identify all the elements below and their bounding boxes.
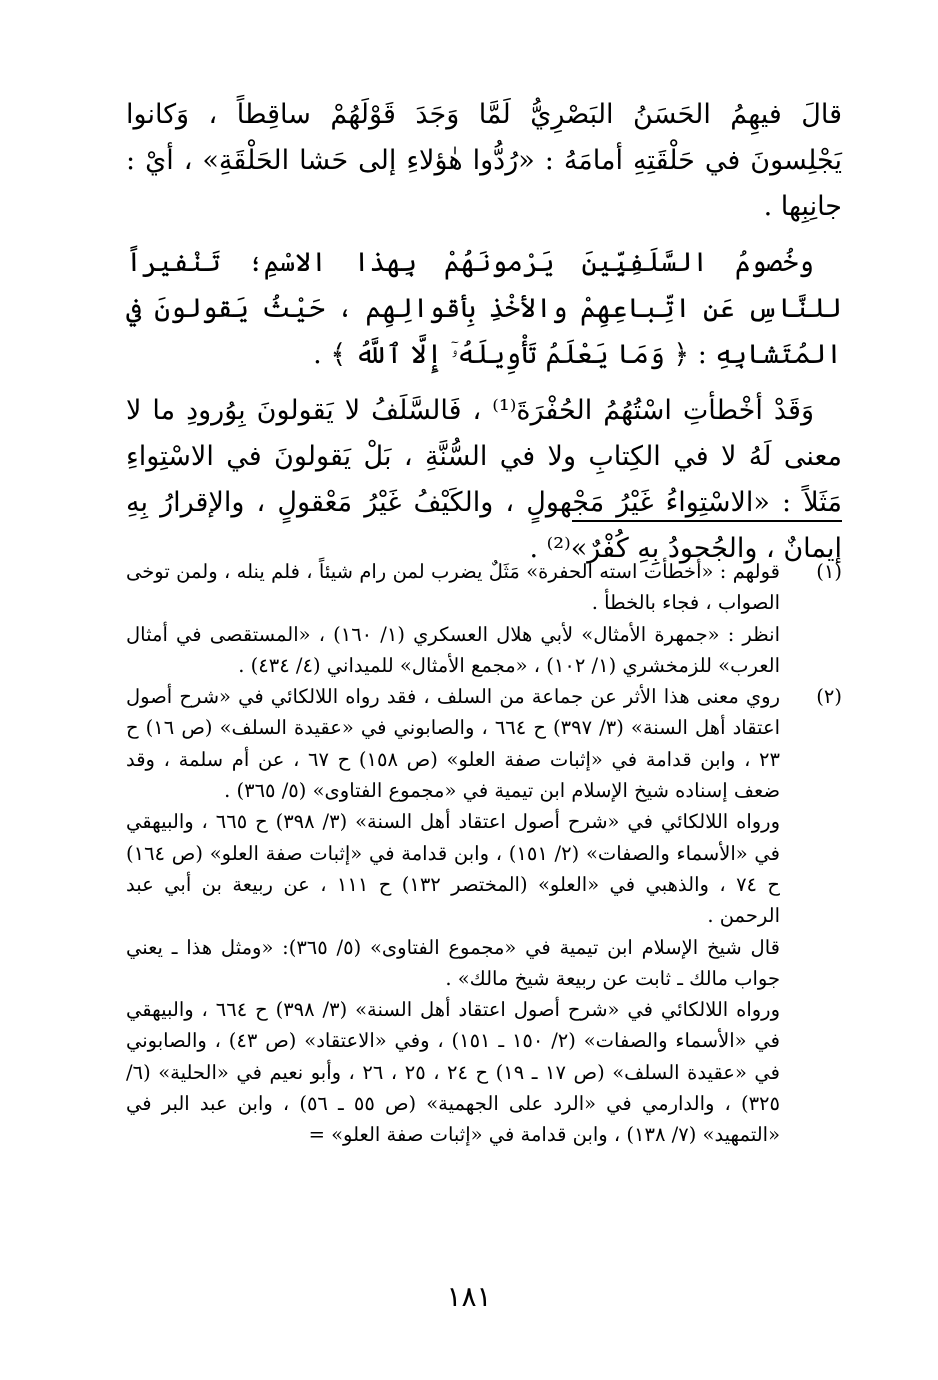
footnote-separator <box>572 520 842 522</box>
footnote-number: (٢) <box>816 685 842 709</box>
page-number: ١٨١ <box>446 1280 492 1313</box>
main-text <box>126 92 842 582</box>
footnote-paragraph: قولهم : «أخطأت استه الحفرة» مَثَلٌ يضرب لمن رام شيئاً ، فلم ينله ، ولمن توخى الصواب ، فجاء بالخطأ . <box>126 560 780 615</box>
footnote-paragraph: ورواه اللالكائي في «شرح أصول اعتقاد أهل السنة» (٣/ ٣٩٨) ح ٦٦٥ ، والبيهقي في «الأسماء والصفات» (٢/ ١٥١) ، وابن قدامة في «إثبات صفة العلو» (ص ١٦٤) ح ٧٤ ، والذهبي في «العلو» (المختصر ١٣٢) ح ١١١ ، عن ربيعة بن أبي عبد الرحمن . <box>126 810 781 928</box>
main-paragraph: وَقَدْ أخْطأتِ اسْتُهُمُ الحُفْرَةَ⁽¹⁾ ، فَالسَّلَفُ لا يَقولونَ بِوُرودِ ما لا معنى لَهُ لا في الكِتابِ ولا في السُّنَّةِ ، بَلْ يَقولونَ في الاسْتِواءِ مَثَلاً : «الاسْتِواءُ غَيْرُ مَجْهولٍ ، والكَيْفُ غَيْرُ مَعْقولٍ ، والإقرارُ بِهِ إيمانٌ ، والجُحودُ بِهِ كُفْرٌ»⁽²⁾ . <box>126 395 842 564</box>
footnote-number: (١) <box>816 560 842 583</box>
footnote <box>126 556 842 681</box>
footnote-paragraph: قال شيخ الإسلام ابن تيمية في «مجموع الفتاوى» (٥/ ٣٦٥): «ومثل هذا ـ يعني جواب مالك ـ ثابت عن ربيعة شيخ مالك» . <box>126 935 780 990</box>
footnote <box>126 681 842 1150</box>
footnote-paragraph: روي معنى هذا الأثر عن جماعة من السلف ، فقد رواه اللالكائي في «شرح أصول اعتقاد أهل السنة» (٣/ ٣٩٧) ح ٦٦٤ ، والصابوني في «عقيدة السلف» (ص ١٦) ح ٢٣ ، وابن قدامة في «إثبات صفة العلو» (ص ١٥٨) ح ٦٧ ، عن أم سلمة ، وقد ضعف إسناده شيخ الإسلام ابن تيمية في «مجموع الفتاوى» (٥/ ٣٦٥) . <box>126 685 780 803</box>
footnotes <box>126 556 842 1151</box>
main-paragraph: وخُصومُ السَّلَفِيِّينَ يَرْمونَهُمْ بِهذا الاسْمِ؛ تَنْفيراً للنَّاسِ عَنِ اتِّباعِهِمْ والأخْذِ بِأقوالِهِم ، حَيْثُ يَقولونَ في المُتَشابِهِ : ﴿ وَمَا يَعْلَمُ تَأْوِيلَهُۥٓ إِلَّا ٱللَّهُ ﴾ . <box>126 247 842 370</box>
footnote-paragraph: انظر : «جمهرة الأمثال» لأبي هلال العسكري (١/ ١٦٠) ، «المستقصى في أمثال العرب» للزمخشري (١/ ١٠٢) ، «مجمع الأمثال» للميداني (٤/ ٤٣٤) . <box>126 622 780 677</box>
footnote-paragraph: ورواه اللالكائي في «شرح أصول اعتقاد أهل السنة» (٣/ ٣٩٨) ح ٦٦٤ ، والبيهقي في «الأسماء والصفات» (٢/ ١٥٠ ـ ١٥١) ، وفي «الاعتقاد» (ص ٤٣) ، والصابوني في «عقيدة السلف» (ص ١٧ ـ ١٩) ح ٢٤ ، ٢٥ ، ٢٦ ، وأبو نعيم في «الحلية» (٦/ ٣٢٥) ، والدارمي في «الرد على الجهمية» (ص ٥٥ ـ ٥٦) ، وابن عبد البر في «التمهيد» (٧/ ١٣٨) ، وابن قدامة في «إثبات صفة العلو» = <box>126 998 781 1147</box>
main-paragraph: قالَ فيهِمُ الحَسَنُ البَصْرِيُّ لَمَّا وَجَدَ قَوْلَهُمْ ساقِطاً ، وَكانوا يَجْلِسونَ في حَلْقَتِهِ أمامَهُ : «رُدُّوا هٰؤلاءِ إلى حَشا الحَلْقَةِ» ، أيْ : جانِبِها . <box>126 99 842 222</box>
